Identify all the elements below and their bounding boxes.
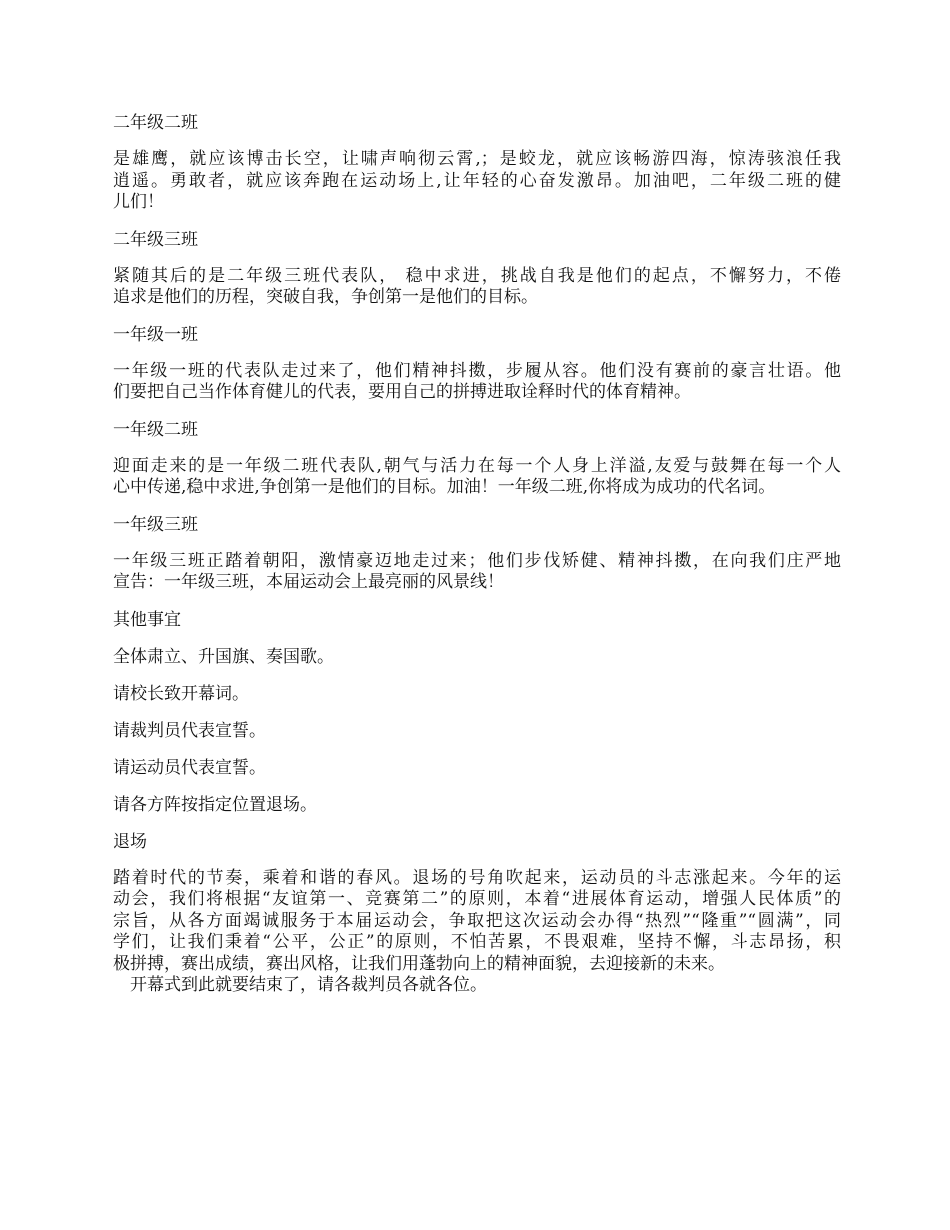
section-heading: 一年级一班	[113, 324, 198, 345]
section-heading: 二年级二班	[113, 113, 198, 133]
paragraph-line: 逍遥。勇敢者，就应该奔跑在运动场上,让年轻的心奋发激昂。加油吧，二年级二班的健	[113, 170, 841, 191]
section-paragraph	[113, 266, 841, 309]
list-item: 请运动员代表宣誓。	[113, 757, 266, 778]
section-heading: 其他事宜	[113, 609, 181, 630]
document-page	[113, 112, 841, 997]
list-item: 请校长致开幕词。	[113, 683, 249, 704]
section-paragraph	[113, 868, 841, 997]
section-paragraph	[113, 551, 841, 594]
paragraph-line: 紧随其后的是二年级三班代表队， 稳中求进，挑战自我是他们的起点，不懈努力，不倦	[113, 265, 841, 286]
paragraph-line: 追求是他们的历程，突破自我，争创第一是他们的目标。	[113, 287, 538, 307]
section-heading: 二年级三班	[113, 229, 198, 250]
section-heading: 一年级二班	[113, 419, 198, 440]
paragraph-line: 迎面走来的是一年级二班代表队,朝气与活力在每一个人身上洋溢,友爱与鼓舞在每一个人	[113, 455, 841, 476]
closing-line: 开幕式到此就要结束了，请各裁判员各就各位。	[130, 975, 487, 995]
list-item: 请裁判员代表宣誓。	[113, 720, 266, 741]
paragraph-line: 心中传递,稳中求进,争创第一是他们的目标。加油！一年级二班,你将成为成功的代名词。	[113, 477, 776, 497]
paragraph-line: 学们，让我们秉着“公平，公正”的原则，不怕苦累，不畏艰难，坚持不懈，斗志昂扬，积	[113, 932, 841, 952]
paragraph-line: 是雄鹰，就应该博击长空，让啸声响彻云霄,；是蛟龙，就应该畅游四海，惊涛骇浪任我	[113, 149, 841, 169]
paragraph-line: 极拼搏，赛出成绩，赛出风格，让我们用蓬勃向上的精神面貌，去迎接新的未来。	[113, 953, 725, 974]
paragraph-line: 宗旨，从各方面竭诚服务于本届运动会，争取把这次运动会办得“热烈”“隆重”“圆满”，同	[113, 910, 841, 931]
section-paragraph	[113, 361, 841, 404]
section-paragraph	[113, 149, 841, 214]
section-heading: 一年级三班	[113, 514, 198, 535]
paragraph-line: 宣告：一年级三班，本届运动会上最亮丽的风景线！	[113, 572, 504, 592]
list-item: 全体肃立、升国旗、奏国歌。	[113, 646, 334, 667]
paragraph-line: 一年级三班正踏着朝阳，激情豪迈地走过来；他们步伐矫健、精神抖擞，在向我们庄严地	[113, 550, 841, 571]
paragraph-line: 一年级一班的代表队走过来了，他们精神抖擞，步履从容。他们没有赛前的豪言壮语。他	[113, 360, 841, 381]
paragraph-line: 们要把自己当作体育健儿的代表，要用自己的拼搏进取诠释时代的体育精神。	[113, 382, 691, 402]
paragraph-line: 儿们！	[113, 192, 164, 212]
section-heading: 退场	[113, 831, 147, 852]
section-paragraph	[113, 456, 841, 499]
list-item: 请各方阵按指定位置退场。	[113, 794, 317, 815]
paragraph-line: 踏着时代的节奏，乘着和谐的春风。退场的号角吹起来，运动员的斗志涨起来。今年的运	[113, 867, 841, 888]
paragraph-line: 动会，我们将根据“友谊第一、竞赛第二”的原则，本着“进展体育运动，增强人民体质”的	[113, 889, 841, 909]
